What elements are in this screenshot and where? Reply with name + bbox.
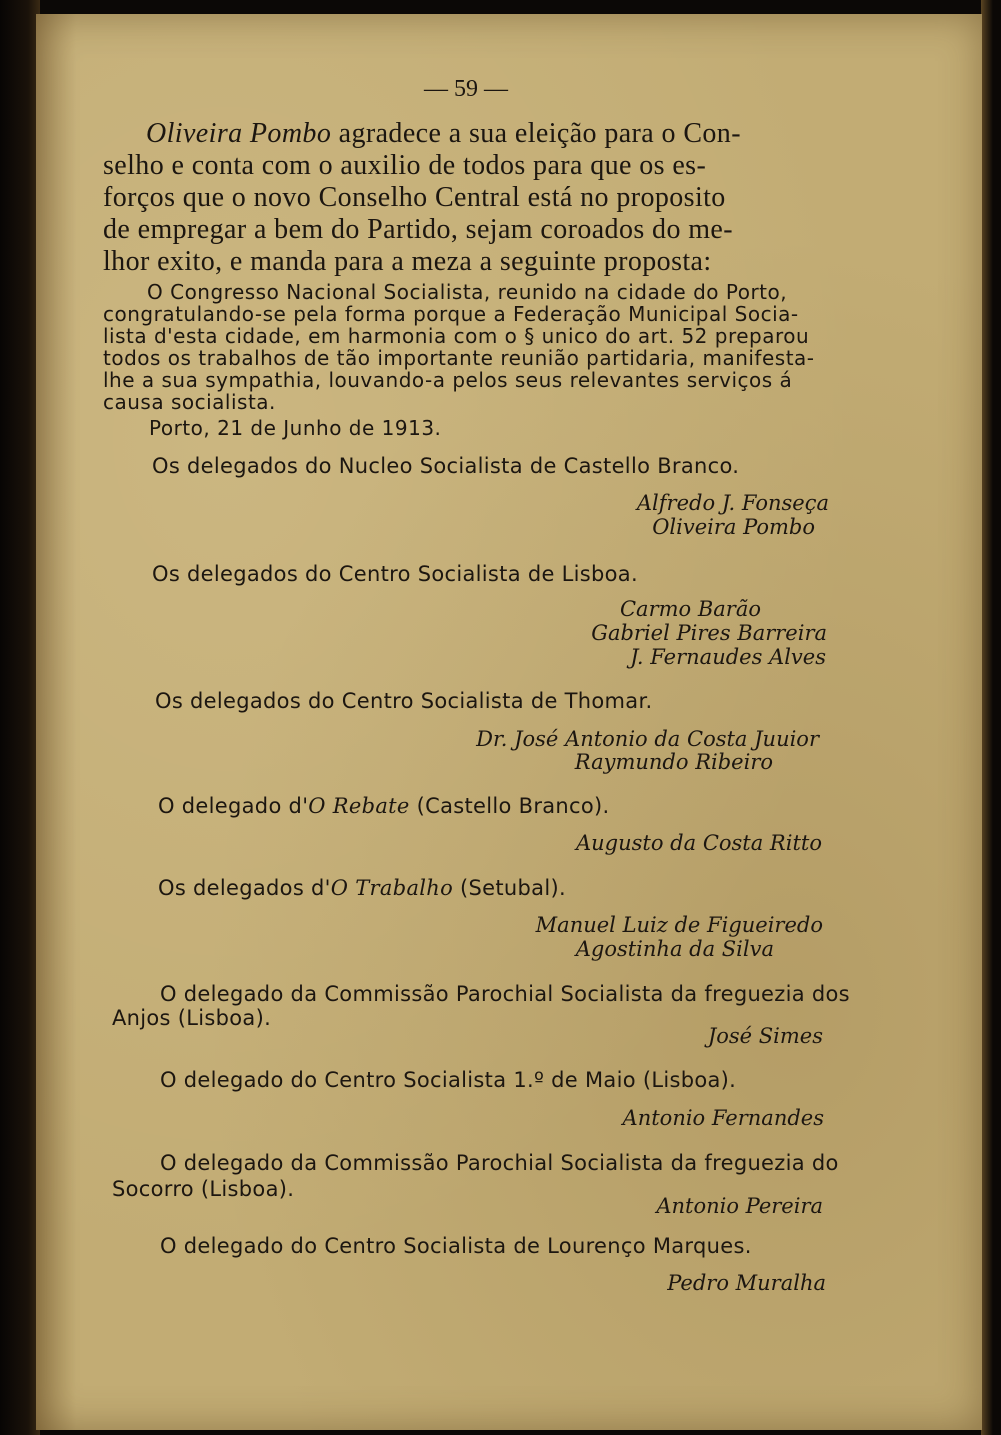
delegation-lourenco-marques: O delegado do Centro Socialista de Lourenço Marques. (160, 1234, 752, 1258)
delegation-anjos: O delegado da Commissão Parochial Socialista da freguezia dos (160, 982, 850, 1006)
intro-line-4: de empregar a bem do Partido, sejam coroados do me- (103, 214, 733, 245)
signature: Antonio Fernandes (622, 1106, 824, 1130)
page-number: — 59 — (424, 76, 508, 102)
intro-line-2: selho e conta com o auxilio de todos para que os es- (103, 150, 707, 181)
signature: Antonio Pereira (656, 1194, 823, 1218)
signature: Gabriel Pires Barreira (591, 621, 827, 645)
signature: J. Fernaudes Alves (630, 645, 826, 669)
newspaper-title: O Rebate (308, 794, 410, 818)
signature: Augusto da Costa Ritto (575, 831, 822, 855)
delegation-thomar: Os delegados do Centro Socialista de Thomar. (155, 689, 653, 713)
delegation-rebate: O delegado d'O Rebate (Castello Branco). (158, 794, 610, 818)
delegation-1-maio: O delegado do Centro Socialista 1.º de Maio (Lisboa). (160, 1068, 737, 1092)
page-edge (981, 0, 1001, 1435)
delegation-anjos-cont: Anjos (Lisboa). (112, 1006, 272, 1030)
intro-line-3: forços que o novo Conselho Central está no proposito (103, 182, 726, 213)
newspaper-title: O Trabalho (330, 876, 454, 900)
proposal-line-4: todos os trabalhos de tão importante reunião partidaria, manifesta- (103, 346, 815, 370)
place-date: Porto, 21 de Junho de 1913. (149, 416, 442, 440)
delegation-socorro-cont: Socorro (Lisboa). (112, 1177, 295, 1201)
speaker-name: Oliveira Pombo (146, 118, 332, 149)
intro-line-1: Oliveira Pombo agradece a sua eleição para o Con- (146, 118, 741, 149)
signature: Agostinha da Silva (575, 937, 774, 961)
intro-line-5: lhor exito, e manda para a meza a seguinte proposta: (103, 246, 712, 277)
delegation-lisboa: Os delegados do Centro Socialista de Lisboa. (152, 562, 638, 586)
signature: Oliveira Pombo (652, 515, 815, 539)
signature: Dr. José Antonio da Costa Juuior (476, 727, 819, 751)
signature: Pedro Muralha (667, 1271, 826, 1295)
signature: Raymundo Ribeiro (574, 750, 773, 774)
signature: Alfredo J. Fonseça (636, 491, 829, 515)
proposal-line-6: causa socialista. (103, 390, 276, 414)
book-binding (0, 0, 40, 1435)
signature: José Simes (707, 1024, 823, 1048)
proposal-line-2: congratulando-se pela forma porque a Federação Municipal Socia- (103, 302, 799, 326)
signature: Manuel Luiz de Figueiredo (535, 913, 823, 937)
delegation-castello-branco: Os delegados do Nucleo Socialista de Castello Branco. (152, 454, 740, 478)
proposal-line-1: O Congresso Nacional Socialista, reunido na cidade do Porto, (147, 280, 788, 304)
proposal-line-3: lista d'esta cidade, em harmonia com o § unico do art. 52 preparou (103, 324, 810, 348)
proposal-line-5: lhe a sua sympathia, louvando-a pelos seus relevantes serviços á (103, 368, 793, 392)
delegation-socorro: O delegado da Commissão Parochial Socialista da freguezia do (160, 1151, 839, 1175)
signature: Carmo Barão (619, 597, 761, 621)
delegation-trabalho: Os delegados d'O Trabalho (Setubal). (158, 876, 566, 900)
